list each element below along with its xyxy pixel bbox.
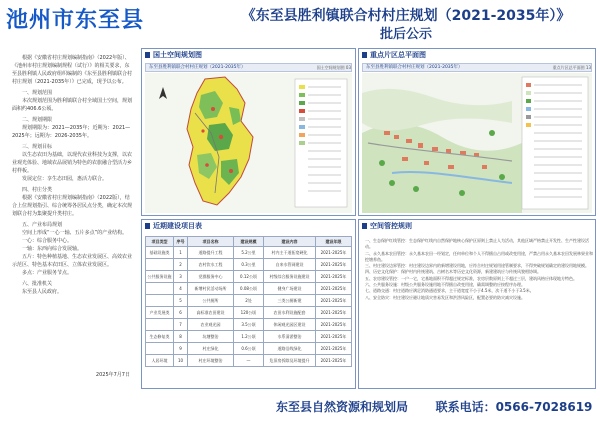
table-cell: 农田水利设施配套	[264, 307, 316, 319]
approval-text: 东至县人民政府。	[22, 289, 63, 295]
column-header: 项目类型	[146, 237, 174, 247]
key-area-map-number: 重点片区总平面图 13	[552, 65, 591, 70]
section-heading-period: 二、规划期限	[22, 117, 53, 123]
projects-panel	[141, 219, 356, 389]
table-cell: 村庄绿化	[188, 343, 234, 355]
table-cell: 水系清淤整治	[264, 331, 316, 343]
table-cell: 3.5公顷	[234, 319, 264, 331]
table-cell: 高标准农田建设	[188, 307, 234, 319]
industry-axis: 一轴：东西向综合发展轴。	[22, 246, 83, 252]
table-cell: 0.3公里	[234, 259, 264, 271]
table-cell: 2处	[234, 295, 264, 307]
positioning-text: 发展定位：享生态田园，惠活力联合。	[22, 176, 108, 182]
table-cell: 村庄环境整治	[188, 355, 234, 367]
column-header: 序号	[174, 237, 188, 247]
table-cell: 生态修复类	[146, 331, 174, 343]
footer-organization: 东至县自然资源和规划局	[275, 400, 408, 414]
table-cell: 8	[174, 331, 188, 343]
table-cell: 5	[174, 295, 188, 307]
table-row	[146, 283, 352, 295]
table-row	[146, 271, 352, 283]
announcement-date: 2025年7月7日	[95, 372, 130, 378]
column-header: 建设规模	[234, 237, 264, 247]
table-cell: 2021-2025年	[316, 295, 352, 307]
column-header: 建设年限	[316, 237, 352, 247]
scope-text: 本次规划范围为胜利镇联合村全域国土空间，规划面积约406.6公顷。	[12, 98, 133, 112]
table-cell: 3	[174, 271, 188, 283]
land-use-map-title: 国土空间规划图	[142, 49, 202, 61]
announcement-column	[4, 48, 138, 388]
category-text: 根据《安徽省村庄规划编制指南》（2022版），结合上位规划指引、综合统筹各居民点分类，确定本次规划联合村为集聚提升类村庄。	[12, 195, 133, 217]
table-cell: 健身广场建设	[264, 283, 316, 295]
table-cell: 2021-2025年	[316, 355, 352, 367]
table-cell: 新增村民活动场所	[188, 283, 234, 295]
land-use-map-panel	[141, 48, 356, 216]
period-text: 规划期限为：2021—2035年；近期为：2021—2025年；远期为：2026-2035年。	[12, 125, 131, 139]
table-cell: 0.08公顷	[234, 283, 264, 295]
table-cell	[146, 283, 174, 295]
key-area-map-label: 东至县胜利镇联合村村庄规划（2021-2035年）	[362, 63, 592, 72]
table-cell: 2021-2025年	[316, 259, 352, 271]
control-rule: 四、历史文化保护：保护村内传统建筑、古树名木等历史文化资源，新建建筑应与传统风貌相协调。	[365, 269, 541, 275]
projects-title: 近期建设项目表	[142, 220, 202, 232]
table-cell: 7	[174, 319, 188, 331]
table-cell	[146, 343, 174, 355]
control-rules-panel	[358, 219, 596, 389]
table-cell: 农业观光园	[188, 319, 234, 331]
footer-contact-phone: 联系电话：0566-7028619	[435, 400, 593, 414]
table-cell: 公共厕所	[188, 295, 234, 307]
table-cell: 2021-2025年	[316, 331, 352, 343]
land-use-map	[145, 73, 352, 213]
table-cell: 1.2公顷	[234, 331, 264, 343]
table-cell: 9	[174, 343, 188, 355]
table-cell: 5.2公里	[234, 247, 264, 259]
table-cell: 2	[174, 259, 188, 271]
table-cell: —	[234, 355, 264, 367]
industry-zones: 五片：特色种植基地、生态农业发展区、高效农业示范区、特色基本农田区、立体农业发展区。	[12, 254, 133, 268]
table-cell: 120公顷	[234, 307, 264, 319]
footer	[0, 392, 600, 424]
table-cell: 2021-2025年	[316, 319, 352, 331]
table-cell: 10	[174, 355, 188, 367]
table-cell: 休闲观光园区建设	[264, 319, 316, 331]
table-row	[146, 307, 352, 319]
table-cell: 0.12公顷	[234, 271, 264, 283]
table-cell: 村级综合服务设施建设	[264, 271, 316, 283]
table-cell: 2021-2025年	[316, 247, 352, 259]
section-heading-scope: 一、规划范围	[22, 90, 53, 96]
table-cell	[146, 319, 174, 331]
industry-center: 一心：综合服务中心。	[22, 238, 73, 244]
city-title: 池州市东至县	[6, 8, 145, 33]
table-row	[146, 355, 352, 367]
table-cell: 1	[174, 247, 188, 259]
table-row	[146, 343, 352, 355]
control-rules-text	[365, 238, 595, 301]
section-heading-industry: 五、产业布局规划	[22, 222, 63, 228]
control-rule: 五、农房建设管控：一户一宅，宅基地面积不得超过规定标准，农房层数原则上不超过三层，建筑风格应体现地方特色。	[365, 275, 577, 281]
table-cell: 道路沿线绿化	[264, 343, 316, 355]
land-use-map-label: 东至县胜利镇联合村村庄规划（2021-2035年）	[145, 63, 352, 72]
table-cell: 2021-2025年	[316, 343, 352, 355]
industry-text: 空间上形成“一心一轴、五片多点”的产业结构。	[22, 230, 128, 236]
control-rule: 八、安全防灾：村庄建设应避让地质灾害易发区和洪涝风险区，配置必要的防灾减灾设施。	[365, 294, 525, 300]
column-header: 建设内容	[264, 237, 316, 247]
table-cell: 公共服务设施	[146, 271, 174, 283]
header	[0, 0, 600, 44]
table-cell: 道路提升工程	[188, 247, 234, 259]
table-row	[146, 259, 352, 271]
table-row	[146, 247, 352, 259]
table-cell: 基础设施类	[146, 247, 174, 259]
table-cell: 三类公厕新建	[264, 295, 316, 307]
table-row	[146, 331, 352, 343]
table-cell: 6	[174, 307, 188, 319]
table-cell: 党群服务中心	[188, 271, 234, 283]
table-cell: 2021-2025年	[316, 283, 352, 295]
control-rule: 七、道路交通：村庄道路应满足消防通道要求，主干道宽度不小于4.5米，次干道不小于3.5米。	[365, 288, 534, 294]
projects-table	[145, 236, 352, 367]
table-cell: 产业发展类	[146, 307, 174, 319]
table-cell: 自来水管网建设	[264, 259, 316, 271]
goal-text: 以生态农田为基础，以现代农业科技为支撑，以农业观光体验、地域农品展销为特色的农旅融合型活力乡村样板。	[12, 152, 133, 174]
announcement-intro: 根据《安徽省村庄规划编制指南》（2022年版）、《池州市村庄规划编制规程（试行）》的相关要求，东至县胜利镇人民政府组织编制的《东至县胜利镇联合村村庄规划（2021-2035年）》已完成，现予以公布。	[12, 55, 133, 85]
table-cell: 坑塘整治	[188, 331, 234, 343]
control-rules-title: 空间管控规则	[359, 220, 412, 232]
control-rule: 六、公共服务设施：村级公共服务设施用地不得擅自改变用途，确需调整的应按程序办理。	[365, 282, 525, 288]
industry-nodes: 多点：产业服务节点。	[22, 270, 73, 276]
table-cell: 村内主干道拓宽硬化	[264, 247, 316, 259]
land-use-map-number: 国土空间规划图 03	[316, 65, 351, 70]
plan-title: 《东至县胜利镇联合村村庄规划（2021-2035年）》	[241, 8, 571, 24]
table-header-row	[146, 237, 352, 247]
table-cell: 0.6公顷	[234, 343, 264, 355]
section-heading-approval: 六、批准机关	[22, 281, 53, 287]
table-cell: 2021-2025年	[316, 271, 352, 283]
column-header: 项目名称	[188, 237, 234, 247]
table-cell: 农村饮水工程	[188, 259, 234, 271]
table-cell: 4	[174, 283, 188, 295]
table-row	[146, 295, 352, 307]
table-cell	[146, 295, 174, 307]
plan-subtitle: 批后公示	[379, 27, 432, 42]
control-rule: 三、村庄建设边界管控：村庄建设边界内的新增建设用地，应符合村庄规划用途管制要求，不得突破规划确定的建设用地规模。	[365, 263, 589, 269]
table-cell: 2021-2025年	[316, 307, 352, 319]
table-row	[146, 319, 352, 331]
key-area-map-title: 重点片区总平面图	[359, 49, 426, 61]
key-area-map-panel	[358, 48, 596, 216]
control-rule: 一、生态保护红线管控：生态保护红线内自然保护地核心保护区原则上禁止人为活动，其他区域严格禁止开发性、生产性建设活动。	[365, 238, 589, 250]
section-heading-category: 四、村庄分类	[22, 187, 53, 193]
table-cell: 人居环境	[146, 355, 174, 367]
table-cell	[146, 259, 174, 271]
control-rule: 二、永久基本农田管控：永久基本农田一经划定，任何单位和个人不得擅自占用或改变用途，严禁占用永久基本农田发展林果业和挖塘养鱼。	[365, 250, 593, 262]
section-heading-goal: 三、规划目标	[22, 144, 53, 150]
table-cell: 危旧房拆除及环境提升	[264, 355, 316, 367]
key-area-map	[362, 73, 592, 213]
